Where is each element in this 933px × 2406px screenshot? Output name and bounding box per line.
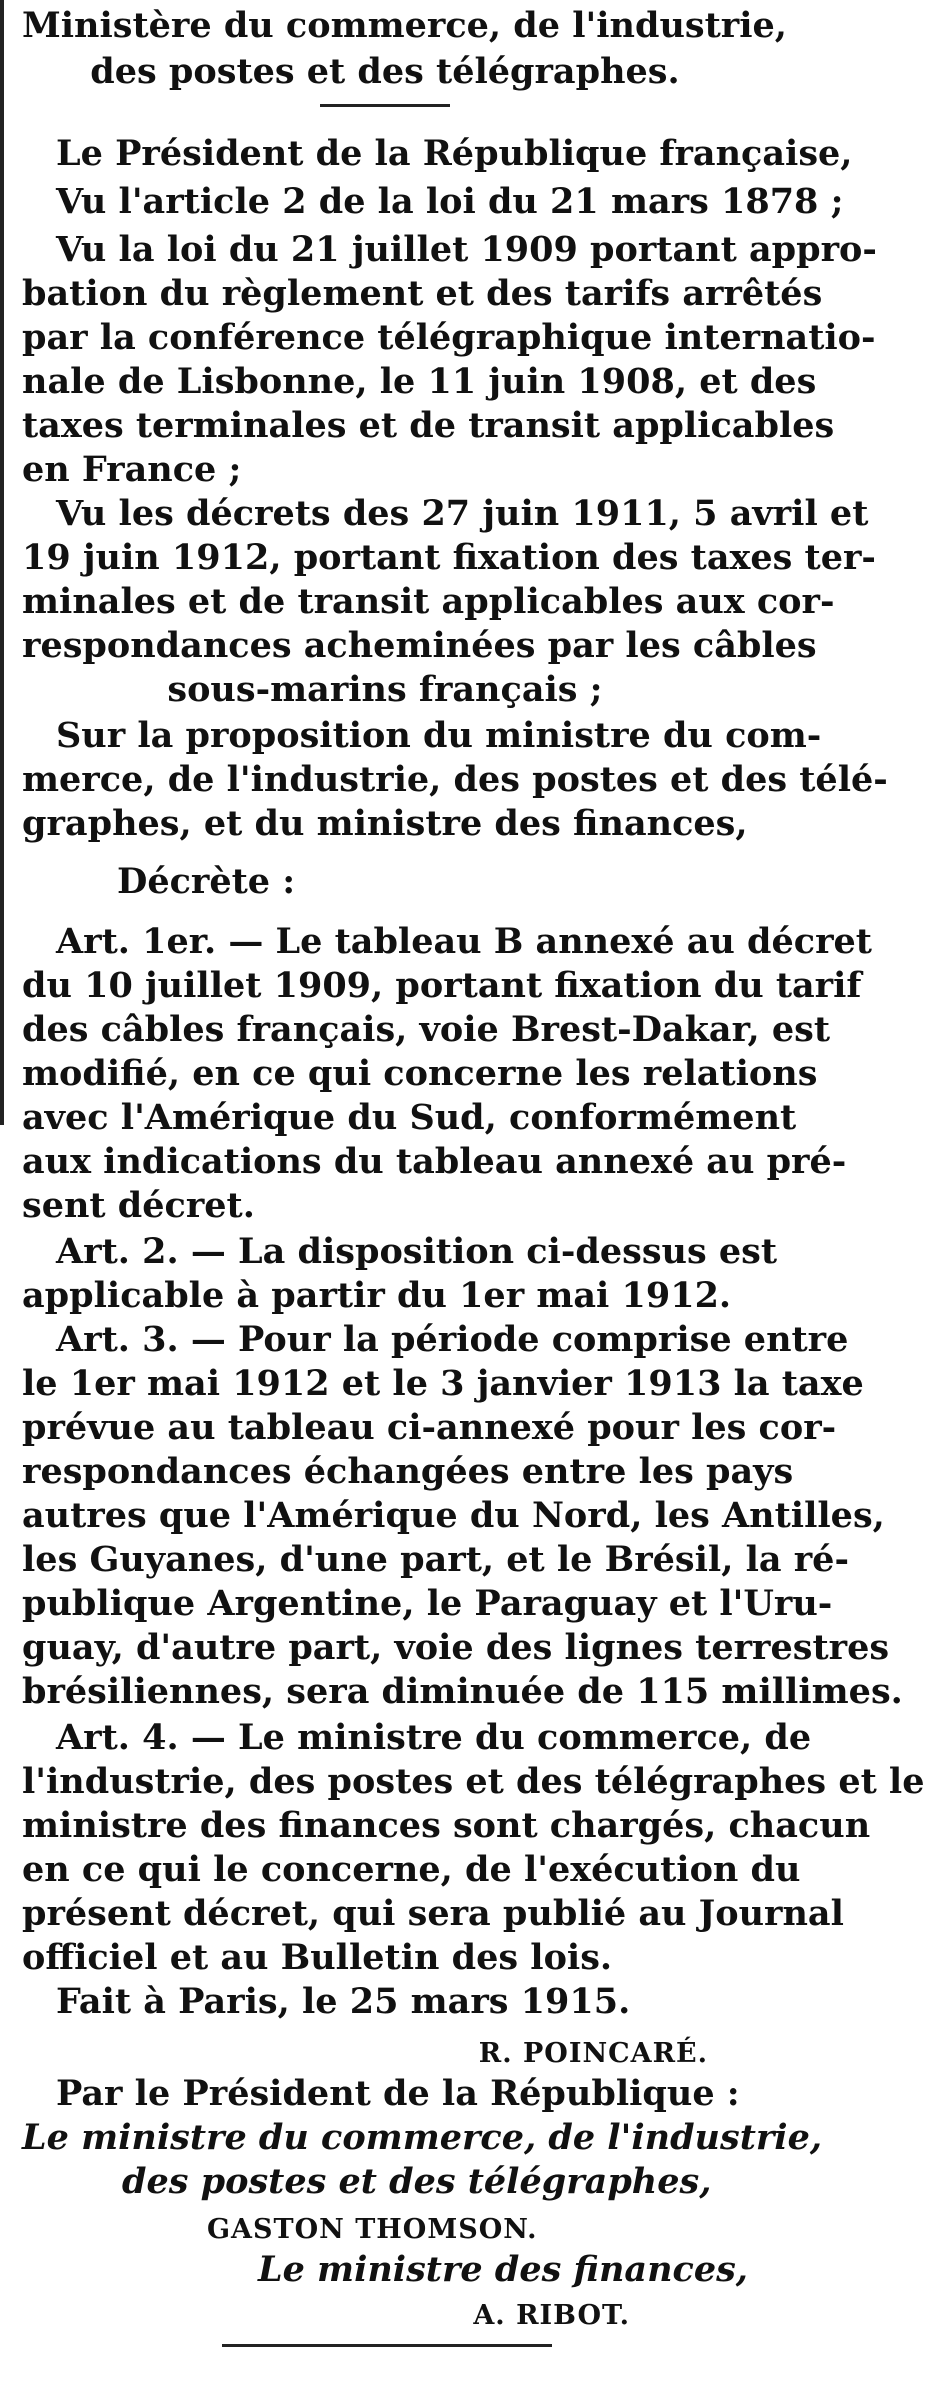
header-line-2: des postes et des télégraphes. <box>90 51 680 92</box>
body-line: Art. 2. — La disposition ci-dessus est <box>56 1231 778 1272</box>
body-line: Vu l'article 2 de la loi du 21 mars 1878 ; <box>56 181 844 222</box>
body-line: par la conférence télégraphique internatio- <box>22 317 876 358</box>
ministre-commerce-line-2: des postes et des télégraphes, <box>122 2161 712 2202</box>
body-line: aux indications du tableau annexé au pré- <box>22 1141 847 1182</box>
body-line: Fait à Paris, le 25 mars 1915. <box>56 1981 631 2022</box>
body-line: 19 juin 1912, portant fixation des taxes ter- <box>22 537 876 578</box>
body-line: l'industrie, des postes et des télégraphes et le <box>22 1761 925 1802</box>
body-line: Vu les décrets des 27 juin 1911, 5 avril et <box>56 493 869 534</box>
signature-thomson: GASTON THOMSON. <box>207 2214 538 2245</box>
ministre-commerce-line-1: Le ministre du commerce, de l'industrie, <box>22 2117 823 2158</box>
body-line: Art. 4. — Le ministre du commerce, de <box>56 1717 812 1758</box>
body-line: guay, d'autre part, voie des lignes terrestres <box>22 1627 890 1668</box>
body-line: Le Président de la République française, <box>56 133 853 174</box>
body-line: respondances échangées entre les pays <box>22 1451 794 1492</box>
body-line: autres que l'Amérique du Nord, les Antilles, <box>22 1495 885 1536</box>
signature-poincare: R. POINCARÉ. <box>478 2038 708 2069</box>
left-column-rule <box>0 0 4 1125</box>
body-line: bation du règlement et des tarifs arrêtés <box>22 273 823 314</box>
body-line: Vu la loi du 21 juillet 1909 portant appro- <box>56 229 877 270</box>
body-line: respondances acheminées par les câbles <box>22 625 817 666</box>
body-line: Art. 1er. — Le tableau B annexé au décret <box>56 921 872 962</box>
body-line: merce, de l'industrie, des postes et des télé- <box>22 759 888 800</box>
decrete-heading: Décrète : <box>117 861 296 902</box>
body-line: modifié, en ce qui concerne les relations <box>22 1053 818 1094</box>
body-line: avec l'Amérique du Sud, conformément <box>22 1097 797 1138</box>
body-line: Sur la proposition du ministre du com- <box>56 715 822 756</box>
body-line: minales et de transit applicables aux cor- <box>22 581 835 622</box>
body-line: en France ; <box>22 449 242 490</box>
header-divider <box>320 104 450 107</box>
body-line: graphes, et du ministre des finances, <box>22 803 748 844</box>
ministre-finances: Le ministre des finances, <box>257 2249 748 2290</box>
signature-ribot: A. RIBOT. <box>473 2300 630 2331</box>
body-line: des câbles français, voie Brest-Dakar, est <box>22 1009 831 1050</box>
body-line: prévue au tableau ci-annexé pour les cor- <box>22 1407 837 1448</box>
body-line: nale de Lisbonne, le 11 juin 1908, et des <box>22 361 817 402</box>
body-line: Art. 3. — Pour la période comprise entre <box>56 1319 849 1360</box>
body-line: publique Argentine, le Paraguay et l'Uru- <box>22 1583 833 1624</box>
body-line: en ce qui le concerne, de l'exécution du <box>22 1849 801 1890</box>
header-line-1: Ministère du commerce, de l'industrie, <box>22 5 787 46</box>
body-line: ministre des finances sont chargés, chacun <box>22 1805 871 1846</box>
annex-divider <box>222 2344 552 2347</box>
body-line: brésiliennes, sera diminuée de 115 millimes. <box>22 1671 903 1712</box>
par-le-president: Par le Président de la République : <box>56 2073 740 2114</box>
body-line: taxes terminales et de transit applicables <box>22 405 835 446</box>
body-line: les Guyanes, d'une part, et le Brésil, la ré- <box>22 1539 849 1580</box>
body-line: présent décret, qui sera publié au Journal <box>22 1893 844 1934</box>
body-line: le 1er mai 1912 et le 3 janvier 1913 la taxe <box>22 1363 864 1404</box>
body-line: du 10 juillet 1909, portant fixation du tarif <box>22 965 862 1006</box>
body-line: officiel et au Bulletin des lois. <box>22 1937 613 1978</box>
body-line: sous-marins français ; <box>167 669 603 710</box>
body-line: applicable à partir du 1er mai 1912. <box>22 1275 732 1316</box>
body-line: sent décret. <box>22 1185 255 1226</box>
